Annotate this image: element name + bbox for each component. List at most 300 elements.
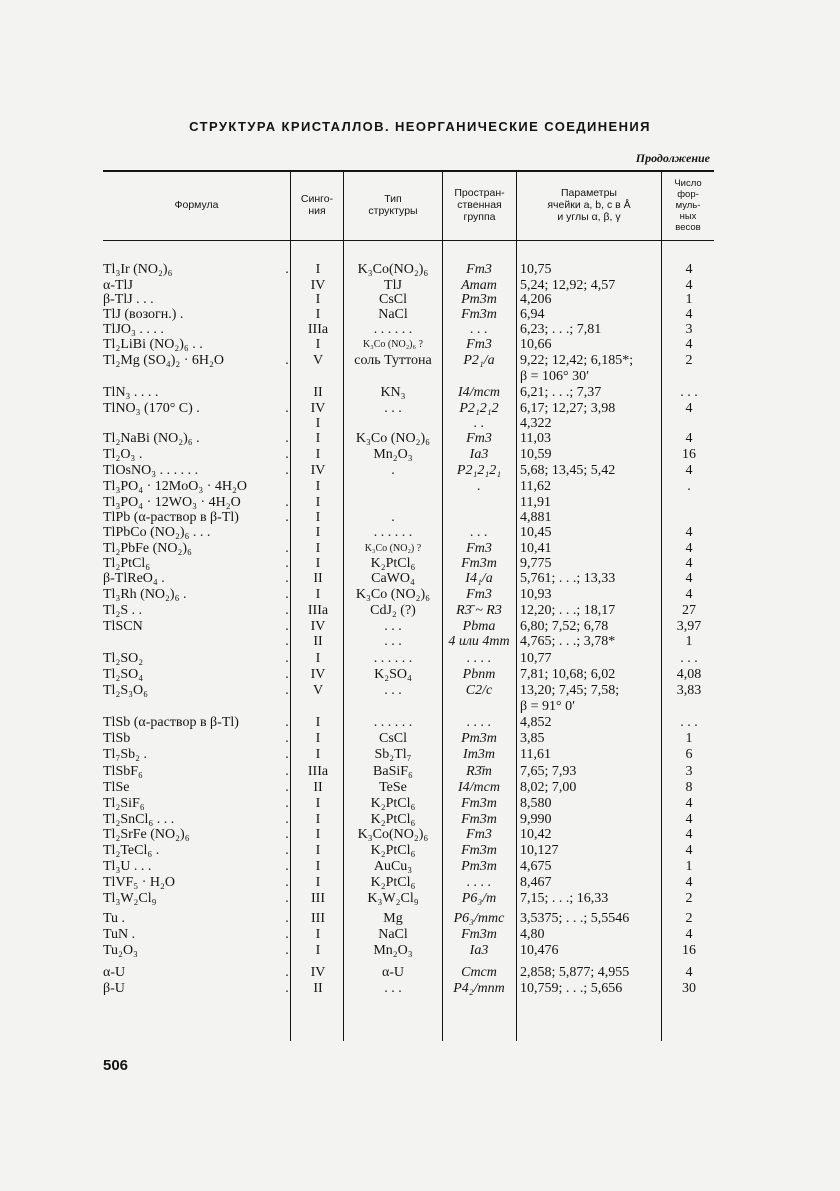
formula-units-cell: 4: [685, 541, 693, 556]
cell-params-cell: 10,759; . . .; 5,656: [520, 981, 623, 996]
syngony-cell: II: [313, 385, 323, 400]
syngony-cell: V: [312, 353, 324, 368]
table-row: [0, 651, 840, 666]
structure-type-cell: . . . . . .: [373, 715, 413, 730]
cell-params-cell: 10,66: [520, 337, 552, 352]
cell-params-cell: 4,881: [520, 510, 552, 525]
formula-cell: Tl₂LiBi (NO₂)₆ . .: [103, 337, 203, 352]
table-row: [0, 911, 840, 926]
cell-params-cell: 10,77: [520, 651, 552, 666]
structure-type-cell: [344, 416, 442, 431]
cell-params-cell: 11,03: [520, 431, 551, 446]
structure-type-cell: . . .: [384, 401, 402, 416]
table-row: [0, 556, 840, 571]
cell-params-cell: 11,61: [520, 747, 551, 762]
structure-type-cell: . . . . . .: [373, 651, 413, 666]
formula-cell: TlPb (α-раствор в β-Tl): [103, 510, 239, 525]
structure-type-cell: K₂PtCl₆: [370, 796, 416, 811]
space-group-cell: P4₂/mnm: [453, 981, 505, 996]
syngony-cell: II: [313, 981, 323, 996]
cell-params-cell: 6,80; 7,52; 6,78: [520, 619, 609, 634]
formula-units-cell: [664, 495, 714, 510]
formula-units-cell: 4: [685, 431, 693, 446]
formula-cell: Tl₂TeCl₆ .: [103, 843, 160, 858]
syngony-cell: II: [313, 571, 323, 586]
table-row: [0, 927, 840, 942]
structure-type-cell: TeSe: [379, 780, 407, 795]
formula-cell: TlJO₃ . . . .: [103, 322, 164, 337]
formula-cell: Tl₂SrFe (NO₂)₆: [103, 827, 190, 842]
syngony-cell: II: [313, 634, 323, 649]
leader-dot: .: [285, 431, 289, 446]
formula-units-cell: 3: [685, 764, 693, 779]
cell-params-cell: 2,858; 5,877; 4,955: [520, 965, 630, 980]
formula-cell: Tl₃PO₄ · 12WO₃ · 4H₂O: [103, 495, 241, 510]
leader-dot: .: [285, 911, 289, 926]
cell-params-cell: 6,94: [520, 307, 545, 322]
syngony-cell: I: [315, 495, 321, 510]
formula-units-cell: 4: [685, 262, 693, 277]
space-group-cell: . . .: [470, 525, 488, 540]
space-group-cell: C2/c: [465, 683, 493, 698]
page-title: СТРУКТУРА КРИСТАЛЛОВ. НЕОРГАНИЧЕСКИЕ СОЕДИНЕНИЯ: [189, 119, 651, 134]
space-group-cell: Fm3: [466, 337, 492, 352]
cell-params-cell: 10,93: [520, 587, 552, 602]
formula-cell: TlPbCo (NO₂)₆ . . .: [103, 525, 211, 540]
table-row: [0, 541, 840, 556]
table-row: [0, 463, 840, 478]
formula-units-cell: 4: [685, 278, 693, 293]
space-group-cell: Fm3m: [461, 556, 497, 571]
formula-units-cell: [664, 416, 714, 431]
structure-type-cell: Sb₂Tl₇: [374, 747, 412, 762]
table-row: [0, 981, 840, 996]
syngony-cell: I: [315, 651, 321, 666]
space-group-cell: Fm3: [466, 587, 492, 602]
structure-type-cell: K₃Co(NO₂)₆: [357, 262, 429, 277]
table-row: [0, 965, 840, 980]
table-row: [0, 731, 840, 746]
syngony-cell: I: [315, 587, 321, 602]
cell-params-cell: 6,23; . . .; 7,81: [520, 322, 602, 337]
cell-params-cell: 5,24; 12,92; 4,57: [520, 278, 616, 293]
formula-cell: Tl₂SO₂: [103, 651, 144, 666]
cell-params-cell: 4,852: [520, 715, 552, 730]
formula-cell: TlNO₃ (170° C) .: [103, 401, 200, 416]
structure-type-cell: . . .: [384, 683, 402, 698]
formula-units-cell: 1: [685, 731, 693, 746]
space-group-cell: Ia3: [469, 447, 489, 462]
leader-dot: .: [285, 965, 289, 980]
continuation-label: Продолжение: [635, 151, 710, 165]
formula-units-cell: 1: [685, 859, 693, 874]
formula-units-cell: 3: [685, 322, 693, 337]
structure-type-cell: K₂PtCl₆: [370, 812, 416, 827]
formula-units-cell: 3,97: [676, 619, 702, 634]
leader-dot: .: [285, 651, 289, 666]
cell-params-cell: 8,467: [520, 875, 552, 890]
structure-type-cell: . . . . . .: [373, 322, 413, 337]
formula-units-cell: 1: [685, 634, 693, 649]
formula-units-cell: 4: [685, 812, 693, 827]
leader-dot: .: [285, 943, 289, 958]
cell-params-cell: 10,42: [520, 827, 552, 842]
formula-units-cell: . . .: [680, 715, 698, 730]
formula-cell: [103, 416, 283, 431]
table-row: [0, 278, 840, 293]
syngony-cell: [293, 699, 343, 714]
cell-params-cell: 7,81; 10,68; 6,02: [520, 667, 616, 682]
cell-params-cell: 4,322: [520, 416, 552, 431]
structure-type-cell: CsCl: [378, 731, 407, 746]
table-row: [0, 715, 840, 730]
cell-params-cell: 3,5375; . . .; 5,5546: [520, 911, 630, 926]
space-group-cell: Cmcm: [461, 965, 497, 980]
table-row: [0, 827, 840, 842]
space-group-cell: Fm3m: [461, 796, 497, 811]
formula-units-cell: 2: [685, 353, 693, 368]
syngony-cell: I: [315, 843, 321, 858]
leader-dot: .: [285, 715, 289, 730]
syngony-cell: IV: [310, 463, 326, 478]
formula-units-cell: [664, 699, 714, 714]
page-number: 506: [103, 1057, 129, 1074]
structure-type-cell: CaWO₄: [371, 571, 415, 586]
structure-type-cell: NaCl: [378, 927, 408, 942]
leader-dot: .: [285, 587, 289, 602]
leader-dot: .: [285, 619, 289, 634]
table-row: [0, 943, 840, 958]
formula-units-cell: 4: [685, 927, 693, 942]
space-group-cell: P6₃/m: [461, 891, 497, 906]
formula-cell: Tu₂O₃: [103, 943, 138, 958]
formula-cell: TuN .: [103, 927, 136, 942]
table-row: [0, 337, 840, 352]
space-group-cell: I4/mcm: [458, 385, 500, 400]
structure-type-cell: NaCl: [378, 307, 408, 322]
syngony-cell: I: [315, 715, 321, 730]
formula-cell: β-TlReO₄ .: [103, 571, 165, 586]
structure-type-cell: Mn₂O₃: [373, 943, 413, 958]
leader-dot: [283, 307, 291, 322]
leader-dot: .: [285, 603, 289, 618]
table-row: [0, 262, 840, 277]
structure-type-cell: [344, 699, 442, 714]
formula-cell: [103, 699, 283, 714]
formula-cell: TlSb (α-раствор в β-Tl): [103, 715, 239, 730]
formula-cell: Tl₂S . .: [103, 603, 143, 618]
leader-dot: .: [285, 541, 289, 556]
structure-type-cell: K₃Co (NO₂)₆ ?: [363, 339, 423, 350]
leader-dot: .: [285, 401, 289, 416]
space-group-cell: I4₁/a: [465, 571, 493, 586]
leader-dot: .: [285, 747, 289, 762]
table-row: [0, 416, 840, 431]
structure-type-cell: [344, 495, 442, 510]
structure-type-cell: . . .: [384, 634, 402, 649]
table-row: [0, 353, 840, 368]
table-row: [0, 322, 840, 337]
leader-dot: .: [285, 843, 289, 858]
space-group-cell: . . . .: [466, 715, 492, 730]
formula-cell: TlSCN: [103, 619, 143, 634]
formula-units-cell: 27: [682, 603, 696, 618]
table-row: [0, 292, 840, 307]
structure-type-cell: Mg: [383, 911, 403, 926]
formula-cell: [103, 369, 283, 384]
formula-units-cell: 4: [685, 571, 693, 586]
leader-dot: .: [285, 634, 289, 649]
cell-params-cell: 8,02; 7,00: [520, 780, 577, 795]
structure-type-cell: Mn₂O₃: [373, 447, 413, 462]
syngony-cell: I: [315, 875, 321, 890]
structure-type-cell: K₃W₂Cl₉: [367, 891, 419, 906]
syngony-cell: I: [315, 447, 321, 462]
header-formula: Формула: [174, 199, 219, 211]
table-row: [0, 369, 840, 384]
formula-cell: TlN₃ . . . .: [103, 385, 159, 400]
syngony-cell: III: [311, 911, 325, 926]
table-row: [0, 619, 840, 634]
table-row: [0, 447, 840, 462]
formula-cell: TlSe: [103, 780, 130, 795]
structure-type-cell: AuCu₃: [373, 859, 413, 874]
formula-units-cell: 30: [682, 981, 696, 996]
formula-cell: Tl₃Rh (NO₂)₆ .: [103, 587, 187, 602]
leader-dot: .: [285, 927, 289, 942]
space-group-cell: Fm3: [466, 262, 492, 277]
structure-type-cell: . . .: [384, 619, 402, 634]
cell-params-cell: 10,75: [520, 262, 552, 277]
leader-dot: [283, 699, 291, 714]
formula-units-cell: [664, 369, 714, 384]
formula-units-cell: 4: [685, 525, 693, 540]
formula-units-cell: 4,08: [676, 667, 702, 682]
structure-type-cell: CsCl: [378, 292, 407, 307]
leader-dot: .: [285, 510, 289, 525]
syngony-cell: I: [315, 747, 321, 762]
table-row: [0, 747, 840, 762]
formula-units-cell: 4: [685, 401, 693, 416]
table-row: [0, 780, 840, 795]
table-row: [0, 875, 840, 890]
syngony-cell: IV: [310, 619, 326, 634]
formula-units-cell: 8: [685, 780, 693, 795]
syngony-cell: I: [315, 262, 321, 277]
formula-cell: β-U: [103, 981, 125, 996]
table-row: [0, 764, 840, 779]
space-group-cell: Fm3m: [461, 927, 497, 942]
structure-type-cell: соль Туттона: [354, 353, 432, 368]
formula-cell: Tl₂PbFe (NO₂)₆: [103, 541, 192, 556]
table-row: [0, 859, 840, 874]
table-row: [0, 891, 840, 906]
space-group-cell: 4 или 4mm: [448, 634, 510, 649]
formula-cell: Tl₂NaBi (NO₂)₆ .: [103, 431, 200, 446]
leader-dot: [283, 369, 291, 384]
header-cell-params: Параметры ячейки a, b, c в Å и углы α, β, γ: [547, 187, 631, 223]
cell-params-cell: 11,91: [520, 495, 551, 510]
leader-dot: .: [285, 891, 289, 906]
table-row: [0, 683, 840, 698]
leader-dot: .: [285, 353, 289, 368]
table-row: [0, 843, 840, 858]
structure-type-cell: K₂PtCl₆: [370, 843, 416, 858]
header-structure-type: Тип структуры: [368, 193, 418, 217]
syngony-cell: IV: [310, 278, 326, 293]
leader-dot: .: [285, 683, 289, 698]
cell-params-cell: 11,62: [520, 479, 551, 494]
header-syngony: Синго- ния: [300, 193, 334, 217]
formula-units-cell: 4: [685, 463, 693, 478]
table-row: [0, 431, 840, 446]
formula-units-cell: 4: [685, 875, 693, 890]
space-group-cell: Fm3: [466, 827, 492, 842]
syngony-cell: I: [315, 827, 321, 842]
formula-units-cell: [664, 510, 714, 525]
syngony-cell: I: [315, 541, 321, 556]
cell-params-cell: 10,41: [520, 541, 552, 556]
structure-type-cell: K₃Co(NO₂)₆: [357, 827, 429, 842]
cell-params-cell: 4,80: [520, 927, 545, 942]
table-row: [0, 587, 840, 602]
space-group-cell: I4/mcm: [458, 780, 500, 795]
leader-dot: .: [285, 875, 289, 890]
leader-dot: .: [285, 556, 289, 571]
table-row: [0, 385, 840, 400]
leader-dot: .: [285, 495, 289, 510]
formula-cell: Tl₃PO₄ · 12MoO₃ · 4H₂O: [103, 479, 247, 494]
space-group-cell: . . . .: [466, 875, 492, 890]
formula-units-cell: 4: [685, 827, 693, 842]
formula-cell: Tl₂SO₄: [103, 667, 144, 682]
formula-units-cell: 4: [685, 307, 693, 322]
formula-cell: β-TlJ . . .: [103, 292, 154, 307]
syngony-cell: I: [315, 796, 321, 811]
space-group-cell: Pm3m: [461, 292, 497, 307]
formula-units-cell: 4: [685, 965, 693, 980]
leader-dot: [283, 337, 291, 352]
formula-cell: Tl₂PtCl₆: [103, 556, 151, 571]
formula-units-cell: 16: [682, 943, 696, 958]
syngony-cell: IIIa: [307, 603, 329, 618]
cell-params-cell: 4,675: [520, 859, 552, 874]
syngony-cell: I: [315, 731, 321, 746]
syngony-cell: I: [315, 479, 321, 494]
table-row: [0, 495, 840, 510]
space-group-cell: Fm3m: [461, 843, 497, 858]
formula-cell: TlVF₅ · H₂O: [103, 875, 175, 890]
syngony-cell: IV: [310, 401, 326, 416]
structure-type-cell: TlJ: [384, 278, 402, 293]
space-group-cell: R3̄m: [466, 764, 492, 779]
cell-params-cell: 10,476: [520, 943, 559, 958]
leader-dot: .: [285, 764, 289, 779]
formula-cell: Tl₇Sb₂ .: [103, 747, 147, 762]
leader-dot: .: [285, 780, 289, 795]
cell-params-cell: 5,68; 13,45; 5,42: [520, 463, 616, 478]
syngony-cell: IV: [310, 965, 326, 980]
cell-params-cell: 10,45: [520, 525, 552, 540]
leader-dot: [283, 385, 291, 400]
formula-cell: Tl₂S₃O₆: [103, 683, 148, 698]
leader-dot: .: [285, 571, 289, 586]
table-row: [0, 401, 840, 416]
structure-type-cell: [344, 479, 442, 494]
formula-cell: TlSbF₆: [103, 764, 143, 779]
syngony-cell: V: [312, 683, 324, 698]
syngony-cell: II: [313, 780, 323, 795]
table-row: [0, 307, 840, 322]
table-row: [0, 510, 840, 525]
space-group-cell: . .: [473, 416, 485, 431]
syngony-cell: I: [315, 943, 321, 958]
formula-units-cell: 4: [685, 843, 693, 858]
formula-units-cell: 2: [685, 911, 693, 926]
syngony-cell: [293, 369, 343, 384]
syngony-cell: I: [315, 859, 321, 874]
space-group-cell: P2₁2₁2: [459, 401, 499, 416]
formula-cell: α-TlJ: [103, 278, 133, 293]
syngony-cell: I: [315, 307, 321, 322]
space-group-cell: Pbma: [462, 619, 496, 634]
structure-type-cell: K₂PtCl₆: [370, 875, 416, 890]
formula-cell: Tl₃U . . .: [103, 859, 152, 874]
cell-params-cell: 13,20; 7,45; 7,58;: [520, 683, 620, 698]
space-group-cell: P6₃/mmc: [453, 911, 505, 926]
syngony-cell: I: [315, 292, 321, 307]
leader-dot: .: [285, 262, 289, 277]
space-group-cell: R3̄ ~ R3: [456, 603, 502, 618]
cell-params-cell: 7,65; 7,93: [520, 764, 577, 779]
leader-dot: .: [285, 667, 289, 682]
space-group-cell: Fm3: [466, 541, 492, 556]
formula-units-cell: 4: [685, 556, 693, 571]
space-group-cell: . . . .: [466, 651, 492, 666]
cell-params-cell: 8,580: [520, 796, 552, 811]
leader-dot: [283, 278, 291, 293]
formula-units-cell: . . .: [680, 385, 698, 400]
table-row: [0, 603, 840, 618]
space-group-cell: .: [477, 479, 481, 494]
table-row: [0, 667, 840, 682]
table-row: [0, 571, 840, 586]
formula-cell: TlSb: [103, 731, 131, 746]
formula-cell: Tl₃Ir (NO₂)₆: [103, 262, 173, 277]
space-group-cell: Pm3m: [461, 731, 497, 746]
syngony-cell: I: [315, 525, 321, 540]
formula-units-cell: 2: [685, 891, 693, 906]
space-group-cell: . . .: [470, 322, 488, 337]
syngony-cell: I: [315, 510, 321, 525]
cell-params-cell: 9,22; 12,42; 6,185*;: [520, 353, 634, 368]
cell-params-cell: 4,206: [520, 292, 552, 307]
structure-type-cell: . . . . . .: [373, 525, 413, 540]
structure-type-cell: [344, 369, 442, 384]
space-group-cell: P2₁/a: [463, 353, 495, 368]
space-group-cell: Pm3m: [461, 859, 497, 874]
cell-params-cell: 3,85: [520, 731, 545, 746]
header-space-group: Простран- ственная группа: [454, 187, 505, 223]
space-group-cell: Pbnm: [462, 667, 496, 682]
structure-type-cell: K₃Co (NO₂)₆: [355, 587, 431, 602]
syngony-cell: I: [315, 337, 321, 352]
structure-type-cell: .: [391, 510, 395, 525]
leader-dot: .: [285, 859, 289, 874]
space-group-cell: Fm3m: [461, 307, 497, 322]
leader-dot: [283, 479, 291, 494]
formula-cell: α-U: [103, 965, 126, 980]
